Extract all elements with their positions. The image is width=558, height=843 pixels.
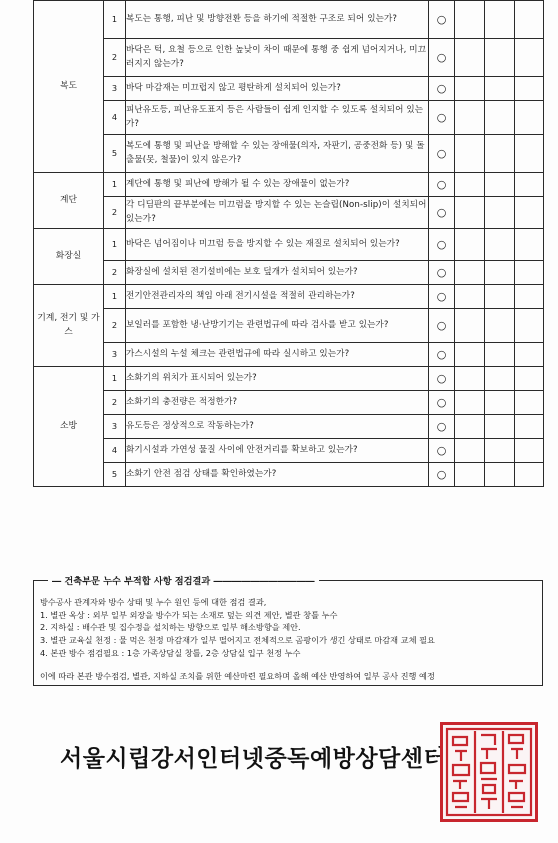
item-question: 화장실에 설치된 전기설비에는 보호 덮개가 설치되어 있는가? <box>126 261 429 285</box>
blank-check-cell <box>515 309 544 343</box>
blank-check-cell <box>515 229 544 261</box>
item-question: 복도는 통행, 피난 및 방향전환 등을 하기에 적절한 구조로 되어 있는가? <box>126 1 429 39</box>
checklist-row <box>34 77 544 101</box>
compliance-mark: ○ <box>429 309 455 343</box>
official-seal <box>440 722 538 822</box>
blank-check-cell <box>455 309 485 343</box>
item-question: 소화기의 충전량은 적정한가? <box>126 391 429 415</box>
item-question: 전기안전관리자의 책임 아래 전기시설을 적절히 관리하는가? <box>126 285 429 309</box>
blank-check-cell <box>485 415 515 439</box>
blank-check-cell <box>485 367 515 391</box>
item-number: 2 <box>104 261 126 285</box>
checklist-row <box>34 343 544 367</box>
blank-check-cell <box>515 463 544 487</box>
checklist-row <box>34 101 544 135</box>
compliance-mark: ○ <box>429 463 455 487</box>
category-cell: 복도 <box>34 1 104 173</box>
blank-check-cell <box>515 391 544 415</box>
checklist-row <box>34 285 544 309</box>
blank-check-cell <box>485 39 515 77</box>
checklist-row <box>34 309 544 343</box>
blank-check-cell <box>455 39 485 77</box>
item-question: 바닥은 턱, 요철 등으로 인한 높낮이 차이 때문에 통행 중 쉽게 넘어지거나, 미끄러지지 않는가? <box>126 39 429 77</box>
blank-check-cell <box>485 1 515 39</box>
item-number: 2 <box>104 391 126 415</box>
blank-check-cell <box>455 285 485 309</box>
item-number: 5 <box>104 463 126 487</box>
blank-check-cell <box>515 439 544 463</box>
safety-checklist-table <box>33 0 544 487</box>
category-cell: 소방 <box>34 367 104 487</box>
result-line: 3. 별관 교육실 천정 : 물 먹은 천정 마감재가 일부 떨어지고 전체적으로 곰팡이가 생긴 상태로 마감재 교체 필요 <box>40 635 435 646</box>
checklist-row <box>34 415 544 439</box>
item-number: 1 <box>104 229 126 261</box>
item-question: 보일러를 포함한 냉·난방기기는 관련법규에 따라 검사를 받고 있는가? <box>126 309 429 343</box>
checklist-row <box>34 135 544 173</box>
checklist-row <box>34 1 544 39</box>
title-dash-left: ― <box>52 576 65 587</box>
blank-check-cell <box>485 285 515 309</box>
item-question: 소화기 안전 점검 상태를 확인하였는가? <box>126 463 429 487</box>
blank-check-cell <box>485 463 515 487</box>
category-cell: 화장실 <box>34 229 104 285</box>
item-number: 1 <box>104 1 126 39</box>
compliance-mark: ○ <box>429 285 455 309</box>
blank-check-cell <box>515 197 544 229</box>
item-question: 바닥 마감재는 미끄럽지 않고 평탄하게 설치되어 있는가? <box>126 77 429 101</box>
checklist-row <box>34 391 544 415</box>
compliance-mark: ○ <box>429 439 455 463</box>
blank-check-cell <box>485 77 515 101</box>
compliance-mark: ○ <box>429 173 455 197</box>
checklist-row <box>34 229 544 261</box>
blank-check-cell <box>455 367 485 391</box>
checklist-row <box>34 367 544 391</box>
result-body <box>40 596 540 682</box>
item-number: 3 <box>104 415 126 439</box>
blank-check-cell <box>515 77 544 101</box>
blank-check-cell <box>515 261 544 285</box>
blank-check-cell <box>515 343 544 367</box>
item-question: 유도등은 정상적으로 작동하는가? <box>126 415 429 439</box>
blank-check-cell <box>455 77 485 101</box>
blank-check-cell <box>455 391 485 415</box>
blank-check-cell <box>515 367 544 391</box>
compliance-mark: ○ <box>429 39 455 77</box>
item-question: 바닥은 넘어짐이나 미끄럼 등을 방지할 수 있는 재질로 설치되어 있는가? <box>126 229 429 261</box>
compliance-mark: ○ <box>429 135 455 173</box>
item-number: 2 <box>104 39 126 77</box>
blank-check-cell <box>455 1 485 39</box>
blank-check-cell <box>515 39 544 77</box>
blank-check-cell <box>455 197 485 229</box>
blank-check-cell <box>485 309 515 343</box>
blank-check-cell <box>515 1 544 39</box>
compliance-mark: ○ <box>429 1 455 39</box>
item-question: 화기시설과 가연성 물질 사이에 안전거리를 확보하고 있는가? <box>126 439 429 463</box>
blank-check-cell <box>455 261 485 285</box>
checklist-row <box>34 439 544 463</box>
item-number: 3 <box>104 343 126 367</box>
blank-check-cell <box>455 135 485 173</box>
title-dash-right: ――――――――――― <box>210 576 315 587</box>
blank-check-cell <box>455 229 485 261</box>
blank-check-cell <box>485 173 515 197</box>
compliance-mark: ○ <box>429 77 455 101</box>
item-question: 복도에 통행 및 피난을 방해할 수 있는 장애물(의자, 자판기, 공중전화 등) 및 돌출물(못, 철물)이 있지 않은가? <box>126 135 429 173</box>
blank-check-cell <box>485 261 515 285</box>
blank-check-cell <box>485 391 515 415</box>
checklist-row <box>34 39 544 77</box>
checklist-row <box>34 463 544 487</box>
seal-pattern-icon <box>443 725 535 819</box>
compliance-mark: ○ <box>429 367 455 391</box>
blank-check-cell <box>455 101 485 135</box>
blank-check-cell <box>515 285 544 309</box>
blank-check-cell <box>485 135 515 173</box>
category-cell: 기계, 전기 및 가스 <box>34 285 104 367</box>
compliance-mark: ○ <box>429 101 455 135</box>
compliance-mark: ○ <box>429 229 455 261</box>
compliance-mark: ○ <box>429 197 455 229</box>
result-line: 2. 지하실 : 배수관 및 집수정을 설치하는 방향으로 일부 해소방향을 제안. <box>40 622 301 633</box>
result-closing: 이에 따라 본관 방수점검, 별관, 지하실 조치를 위한 예산마련 필요하며 올해 예산 반영하여 일부 공사 진행 예정 <box>40 670 435 681</box>
result-title <box>48 573 319 587</box>
checklist-body <box>34 1 544 487</box>
compliance-mark: ○ <box>429 261 455 285</box>
checklist-row <box>34 197 544 229</box>
item-number: 1 <box>104 285 126 309</box>
blank-check-cell <box>455 415 485 439</box>
result-title-text: 건축부문 누수 부적합 사항 점검결과 <box>64 576 211 587</box>
blank-check-cell <box>515 135 544 173</box>
checklist-row <box>34 261 544 285</box>
item-number: 4 <box>104 101 126 135</box>
compliance-mark: ○ <box>429 391 455 415</box>
item-number: 1 <box>104 173 126 197</box>
item-question: 소화기의 위치가 표시되어 있는가? <box>126 367 429 391</box>
item-question: 각 디딤판의 끝부분에는 미끄럼을 방지할 수 있는 논슬립(Non-slip)이 설치되어 있는가? <box>126 197 429 229</box>
category-cell: 계단 <box>34 173 104 229</box>
organization-name: 서울시립강서인터넷중독예방상담센터 <box>60 745 447 772</box>
compliance-mark: ○ <box>429 415 455 439</box>
blank-check-cell <box>485 101 515 135</box>
item-number: 3 <box>104 77 126 101</box>
blank-check-cell <box>455 173 485 197</box>
blank-check-cell <box>455 343 485 367</box>
item-number: 2 <box>104 197 126 229</box>
blank-check-cell <box>455 439 485 463</box>
blank-check-cell <box>485 343 515 367</box>
result-line: 방수공사 관계자와 방수 상태 및 누수 원인 등에 대한 점검 결과, <box>40 597 267 607</box>
item-question: 가스시설의 누설 체크는 관련법규에 따라 실시하고 있는가? <box>126 343 429 367</box>
blank-check-cell <box>485 197 515 229</box>
blank-check-cell <box>515 101 544 135</box>
blank-check-cell <box>515 173 544 197</box>
compliance-mark: ○ <box>429 343 455 367</box>
item-question: 피난유도등, 피난유도표지 등은 사람들이 쉽게 인지할 수 있도록 설치되어 있는가? <box>126 101 429 135</box>
item-number: 5 <box>104 135 126 173</box>
item-question: 계단에 통행 및 피난에 방해가 될 수 있는 장애물이 없는가? <box>126 173 429 197</box>
item-number: 4 <box>104 439 126 463</box>
blank-check-cell <box>485 439 515 463</box>
blank-check-cell <box>455 463 485 487</box>
blank-check-cell <box>515 415 544 439</box>
item-number: 1 <box>104 367 126 391</box>
item-number: 2 <box>104 309 126 343</box>
blank-check-cell <box>485 229 515 261</box>
result-line: 4. 본관 방수 점검필요 : 1층 가족상담실 창틀, 2층 상담실 입구 천정 누수 <box>40 647 301 658</box>
checklist-row <box>34 173 544 197</box>
result-line: 1. 별관 옥상 : 외부 일부 외장을 방수가 되는 소재로 덮는 의견 제안, 별관 창틀 누수 <box>40 609 338 620</box>
